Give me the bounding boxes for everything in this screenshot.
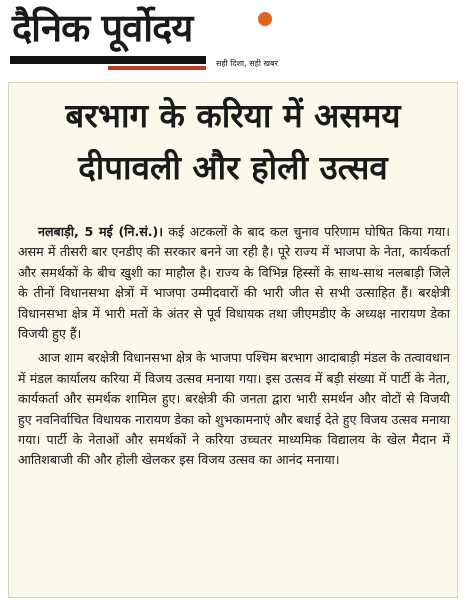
masthead-rule-black [10,56,206,64]
paragraph-1-text: कई अटकलों के बाद कल चुनाव परिणाम घोषित किया गया। असम में तीसरी बार एनडीए की सरकार बनने जा रही है। पूरे राज्य में भाजपा के नेता, कार्यकर्ता और समर्थकों के बीच खुशी का माहौल है। राज्य के विभिन्न हिस्सों के साथ-साथ नलबाड़ी जिले के तीनों विधानसभा क्षेत्रों में भाजपा उम्मीदवारों की भारी जीत से सभी उत्साहित हैं। बरक्षेत्री विधानसभा क्षेत्र में भारी मतों के अंतर से पूर्व विधायक तथा जीएमडीए के अध्यक्ष नारायण डेका विजयी हुए हैं। [18,224,450,342]
logo-dot-icon [258,12,272,26]
article-paragraph-1 [18,222,450,344]
article-paragraph-2: आज शाम बरक्षेत्री विधानसभा क्षेत्र के भाजपा पश्चिम बरभाग आदाबाड़ी मंडल के तत्वावधान में मंडल कार्यालय करिया में विजय उत्सव मनाया गया। इस उत्सव में बड़ी संख्या में पार्टी के नेता, कार्यकर्ता और समर्थक शामिल हुए। बरक्षेत्री की जनता द्वारा भारी समर्थन और वोटों से विजयी हुए नवनिर्वाचित विधायक नारायण डेका को शुभकामनाएं और बधाई देते हुए विजय उत्सव मनाया गया। पार्टी के नेताओं और समर्थकों ने करिया उच्चतर माध्यमिक विद्यालय के खेल मैदान में आतिशबाजी की और होली खेलकर इस विजय उत्सव का आनंद मनाया। [18,350,450,468]
dateline: नलबाड़ी, 5 मई (नि.सं.)। [38,224,164,239]
tagline: सही दिशा, सही खबर [216,59,278,68]
article-headline: बरभाग के करिया में असमय दीपावली और होली उत्सव [65,96,401,187]
newspaper-logo: दैनिक पूर्वोदय [12,6,193,50]
masthead-rule-red [108,66,206,70]
article-body [18,222,450,471]
masthead [0,0,466,78]
